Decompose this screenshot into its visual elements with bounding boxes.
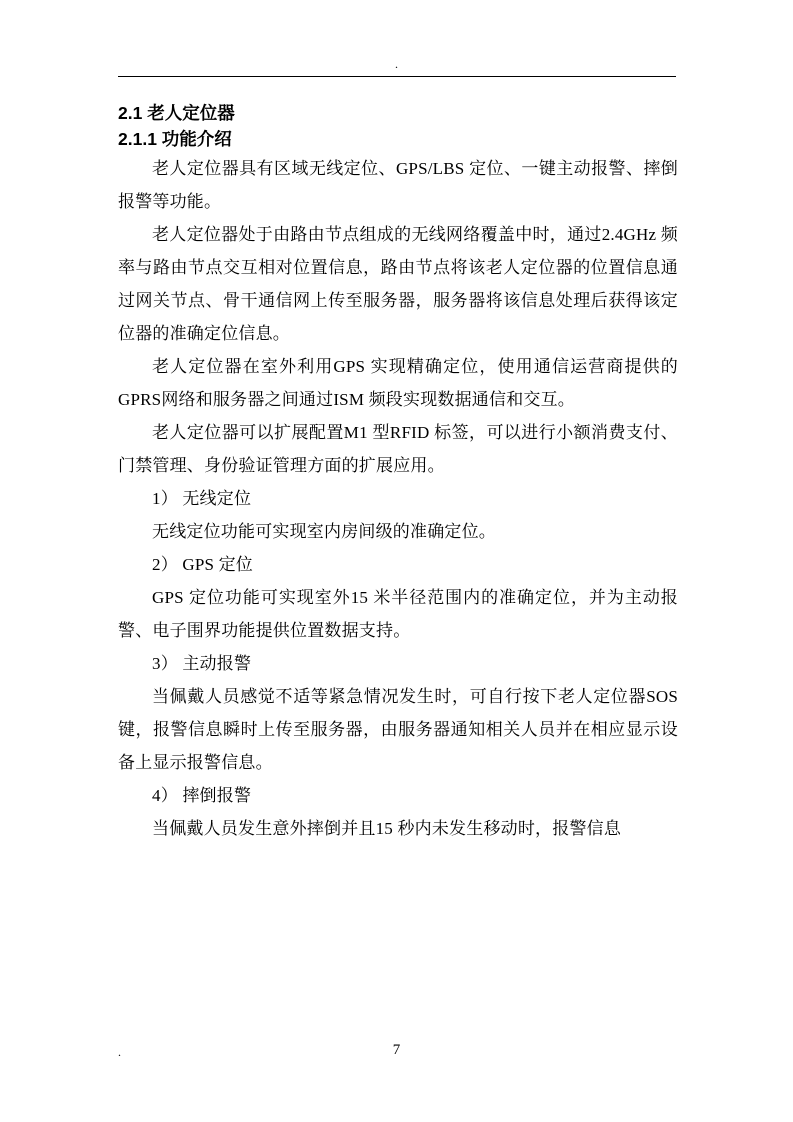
list-item-1-text: 无线定位功能可实现室内房间级的准确定位。 xyxy=(152,522,496,541)
list-item-2-text: GPS 定位功能可实现室外15 米半径范围内的准确定位，并为主动报警、电子围界功能提供位置数据支持。 xyxy=(118,588,678,640)
list-item-2-title: 2） GPS 定位 xyxy=(152,555,253,574)
footer-mark: . xyxy=(118,1045,121,1059)
paragraph-1: 老人定位器具有区域无线定位、GPS/LBS 定位、一键主动报警、摔倒报警等功能。 xyxy=(118,159,678,211)
heading-section: 2.1 老人定位器 xyxy=(118,103,235,123)
list-item-1-title: 1） 无线定位 xyxy=(152,489,252,508)
list-item-3-text: 当佩戴人员感觉不适等紧急情况发生时，可自行按下老人定位器SOS 键，报警信息瞬时上传至服务器，由服务器通知相关人员并在相应显示设备上显示报警信息。 xyxy=(118,687,678,772)
paragraph-3: 老人定位器在室外利用GPS 实现精确定位，使用通信运营商提供的GPRS网络和服务器之间通过ISM 频段实现数据通信和交互。 xyxy=(118,357,678,409)
header-rule xyxy=(118,76,676,77)
list-item-4-text: 当佩戴人员发生意外摔倒并且15 秒内未发生移动时，报警信息 xyxy=(152,819,622,838)
header-mark: . xyxy=(395,57,398,71)
paragraph-4: 老人定位器可以扩展配置M1 型RFID 标签，可以进行小额消费支付、门禁管理、身份验证管理方面的扩展应用。 xyxy=(118,423,678,475)
heading-subsection: 2.1.1 功能介绍 xyxy=(118,129,232,149)
list-item-4-title: 4） 摔倒报警 xyxy=(152,786,252,805)
document-body xyxy=(118,100,678,845)
page-number: 7 xyxy=(392,1042,401,1058)
list-item-3-title: 3） 主动报警 xyxy=(152,654,252,673)
paragraph-2: 老人定位器处于由路由节点组成的无线网络覆盖中时，通过2.4GHz 频率与路由节点交互相对位置信息，路由节点将该老人定位器的位置信息通过网关节点、骨干通信网上传至服务器，服务器将该信息处理后获得该定位器的准确定位信息。 xyxy=(118,225,678,343)
